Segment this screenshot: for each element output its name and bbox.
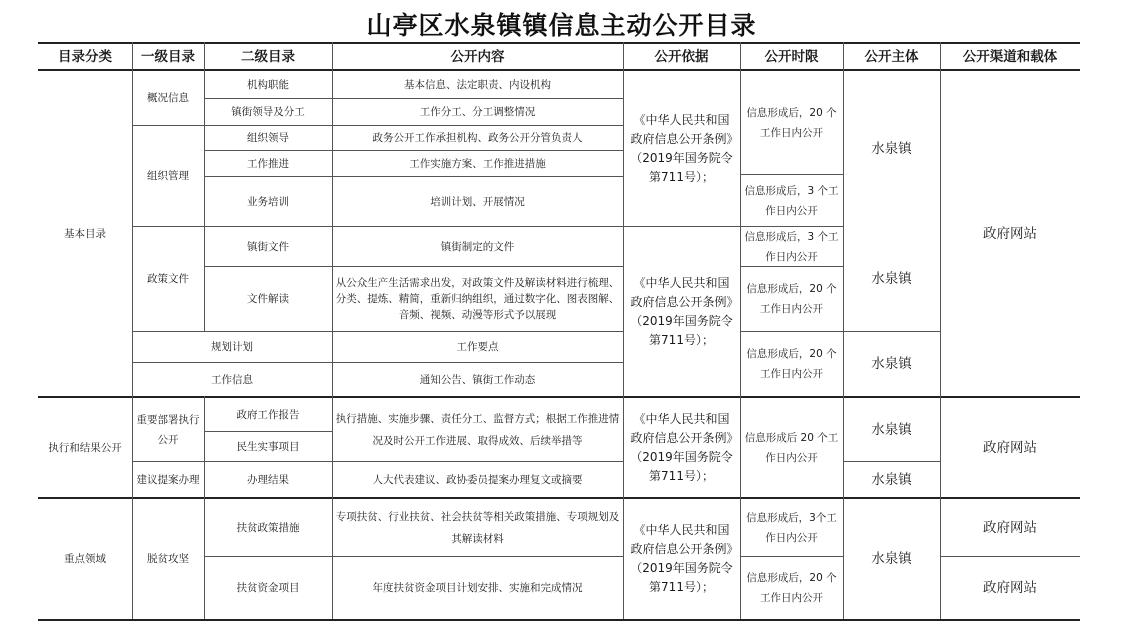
level1-deployment: 重要部署执行公开 [136,413,200,446]
content-cell: 专项扶贫、行业扶贫、社会扶贫等相关政策措施、专项规划及其解读材料 [335,510,620,545]
time-limit-cell: 信息形成后，20 个工作日内公开 [746,283,837,315]
level2-item: 办理结果 [247,473,289,486]
content-cell: 通知公告、镇街工作动态 [419,373,536,386]
content-cell: 人大代表建议、政协委员提案办理复文或摘要 [372,473,583,486]
content-cell: 基本信息、法定职责、内设机构 [404,78,551,91]
level2-item: 扶贫政策措施 [236,521,300,534]
level2-item: 政府工作报告 [236,408,300,421]
basis-cell: 《中华人民共和国政府信息公开条例》（2019年国务院令第711号）； [630,275,733,347]
plan-label: 规划计划 [211,341,253,353]
basis-cell: 《中华人民共和国政府信息公开条例》（2019年国务院令第711号）； [630,112,733,184]
time-limit-cell: 信息形成后，20 个工作日内公开 [746,348,837,380]
level2-item: 机构职能 [247,78,289,91]
page-title: 山亭区水泉镇镇信息主动公开目录 [366,11,757,40]
header-basis: 公开依据 [654,48,709,65]
level1-poverty: 脱贫攻坚 [147,553,189,565]
level2-item: 扶贫资金项目 [236,582,300,594]
content-cell: 培训计划、开展情况 [430,195,525,208]
content-cell: 年度扶贫资金项目计划安排、实施和完成情况 [372,582,583,594]
subject-cell: 水泉镇 [871,356,912,372]
level2-item: 组织领导 [247,132,289,144]
content-cell: 执行措施、实施步骤、责任分工、监督方式；根据工作推进情况及时公开工作进展、取得成效、后续举措等 [335,412,620,447]
subject-cell: 水泉镇 [871,271,912,287]
category-execution: 执行和结果公开 [48,441,122,454]
header-content: 公开内容 [450,48,505,65]
header-level1: 一级目录 [141,48,195,65]
level2-item: 民生实事项目 [236,440,300,453]
content-cell: 政务公开工作承担机构、政务公开分管负责人 [372,132,583,144]
time-limit-cell: 信息形成后，3个工作日内公开 [746,511,837,544]
time-limit-cell: 信息形成后 20 个工作日内公开 [744,431,839,464]
header-category: 目录分类 [58,48,112,65]
level1-overview: 概况信息 [147,92,189,104]
subject-cell: 水泉镇 [871,421,912,438]
subject-cell: 水泉镇 [871,471,912,488]
level2-item: 业务培训 [247,195,289,208]
channel-cell: 政府网站 [983,439,1037,456]
channel-cell: 政府网站 [983,580,1037,596]
content-cell: 工作要点 [456,341,499,353]
time-limit-cell: 信息形成后，20 个工作日内公开 [746,572,837,604]
content-cell: 从公众生产生活需求出发，对政策文件及解读材料进行梳理、分类、提炼、精简，重新归纳组织，通过数字化、图表图解、音频、视频、动漫等形式予以展现 [335,277,620,321]
header-channel: 公开渠道和载体 [962,48,1058,65]
level1-policy: 政策文件 [147,273,189,285]
subject-cell: 水泉镇 [871,140,912,157]
workinfo-label: 工作信息 [211,373,253,386]
time-limit-cell: 信息形成后，3 个工作日内公开 [744,184,839,217]
content-cell: 工作分工、分工调整情况 [419,106,536,118]
channel-cell: 政府网站 [983,225,1037,242]
time-limit-cell: 信息形成后，3 个工作日内公开 [744,230,839,263]
category-key-areas: 重点领域 [64,553,106,565]
level1-org: 组织管理 [147,170,189,182]
basis-cell: 《中华人民共和国政府信息公开条例》（2019年国务院令第711号）； [630,523,733,594]
header-time-limit: 公开时限 [764,48,819,65]
header-subject: 公开主体 [864,48,919,65]
level2-item: 镇街文件 [247,240,289,253]
basis-cell: 《中华人民共和国政府信息公开条例》（2019年国务院令第711号）； [630,411,733,483]
time-limit-cell: 信息形成后，20 个工作日内公开 [746,106,837,139]
level1-proposals: 建议提案办理 [136,473,200,486]
channel-cell: 政府网站 [983,519,1037,536]
level2-item: 文件解读 [247,293,289,305]
level2-item: 工作推进 [247,157,289,170]
header-level2: 二级目录 [241,48,295,65]
category-basic: 基本目录 [64,227,106,240]
content-cell: 镇街制定的文件 [440,240,515,253]
subject-cell: 水泉镇 [871,551,912,567]
content-cell: 工作实施方案、工作推进措施 [409,157,546,170]
level2-item: 镇街领导及分工 [231,106,305,118]
